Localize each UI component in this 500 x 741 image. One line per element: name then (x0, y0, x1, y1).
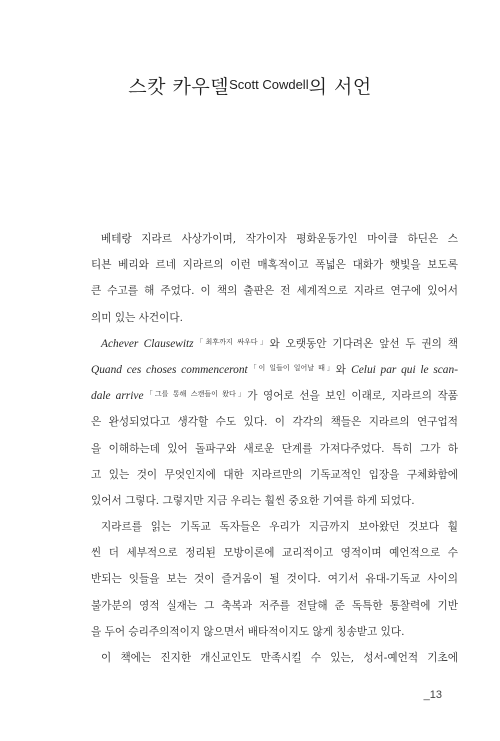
title-suffix: 의 서언 (308, 76, 372, 98)
book-title-translation: 「이 일들이 일어날 때」 (247, 363, 336, 372)
text-line: 은 완성되었다고 생각할 수도 있다. 이 각각의 책들은 지라르의 연구업적 (91, 416, 458, 429)
book-title: dale arrive (91, 390, 144, 403)
text-line: 있어서 그렇다. 그렇지만 지금 우리는 훨씬 중요한 기여를 하게 되었다. (91, 494, 415, 507)
text-line: 큰 수고를 해 주었다. 이 책의 출판은 전 세계적으로 지라르 연구에 있어서 (91, 285, 458, 298)
book-title-translation: 「최후까지 싸우다」 (193, 337, 270, 346)
text-run: 와 오랫동안 기다려온 앞선 두 권의 책 (269, 337, 458, 350)
title-main: 스캇 카우델 (128, 76, 230, 98)
text-line (91, 331, 458, 357)
body-text (91, 226, 458, 671)
text-line: 씬 더 세부적으로 정리된 모방이론에 교리적이고 영적이며 예언적으로 수 (91, 547, 458, 560)
text-line: 지라르를 읽는 기독교 독자들은 우리가 지금까지 보아왔던 것보다 훨 (101, 521, 458, 534)
text-line (91, 383, 458, 409)
text-line: 고 있는 것이 무엇인지에 대한 지라르만의 기독교적인 입장을 구체화함에 (91, 468, 458, 481)
book-title: Quand ces choses commenceront (91, 363, 248, 376)
text-line: 을 이해하는데 있어 돌파구와 새로운 단계를 가져다주었다. 특히 그가 하 (91, 442, 458, 455)
title-english-name: Scott Cowdell (229, 77, 309, 92)
book-title: Achever Clausewitz (101, 337, 194, 350)
book-title-translation: 「그를 통해 스캔들이 왔다」 (143, 390, 248, 399)
text-line: 의미 있는 사건이다. (91, 311, 183, 324)
text-line: 이 책에는 진지한 개신교인도 만족시킬 수 있는, 성서-예언적 기초에 (101, 652, 458, 664)
text-run: 와 (335, 363, 352, 376)
text-line: 티븐 베리와 르네 지라르의 이런 매혹적이고 폭넓은 대화가 햇빛을 보도록 (91, 259, 458, 272)
text-line (91, 357, 458, 383)
text-line: 반되는 잇들을 보는 것이 즐거움이 될 것이다. 여기서 유대-기독교 사이의 (91, 573, 458, 586)
text-line: 베테랑 지라르 사상가이며, 작가이자 평화운동가인 마이클 하딘은 스 (101, 233, 458, 245)
text-run: 가 영어로 선을 보인 이래로, 지라르의 작품 (247, 390, 458, 403)
book-title: Celui par qui le scan- (351, 363, 458, 376)
text-line: 을 두어 승리주의적이지 않으면서 배타적이지도 않게 칭송받고 있다. (91, 625, 405, 638)
page-title (0, 72, 500, 99)
text-line: 불가분의 영적 실재는 그 축복과 저주를 전달해 준 독특한 통찰력에 기반 (91, 599, 458, 612)
page-number: _13 (423, 689, 442, 701)
